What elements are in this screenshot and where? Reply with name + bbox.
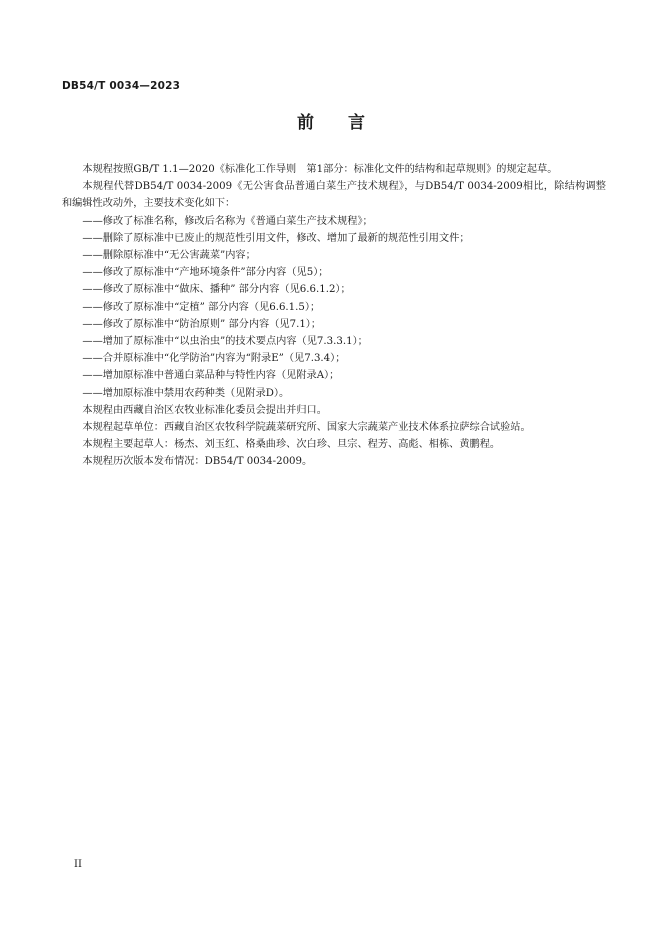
- change-item: ——删除了原标准中已废止的规范性引用文件，修改、增加了最新的规范性引用文件；: [82, 232, 470, 244]
- change-item: ——修改了原标准中“做床、播种” 部分内容（见6.6.1.2）；: [82, 284, 351, 296]
- change-item: ——合并原标准中“化学防治”内容为“附录E”（见7.3.4）；: [82, 353, 346, 365]
- section-title: 前 言: [297, 113, 365, 133]
- paragraph: 本规程主要起草人：杨杰、刘玉红、格桑曲珍、次白珍、旦宗、程芳、高彪、相栋、黄鹏程。: [82, 439, 501, 451]
- change-item: ——修改了原标准中“防治原则” 部分内容（见7.1）；: [82, 318, 322, 330]
- paragraph: 本规程按照GB/T 1.1—2020《标准化工作导则 第1部分：标准化文件的结构和起草规则》的规定起草。: [82, 164, 558, 175]
- change-item: ——删除原标准中“无公害蔬菜”内容；: [82, 250, 256, 262]
- foreword-body: [62, 161, 606, 471]
- change-item: ——增加原标准中禁用农药种类（见附录D）。: [82, 387, 290, 399]
- change-item: ——修改了标准名称，修改后名称为《普通白菜生产技术规程》；: [82, 215, 373, 227]
- paragraph: 本规程历次版本发布情况：DB54/T 0034-2009。: [82, 456, 313, 468]
- paragraph: 本规程代替DB54/T 0034-2009《无公害食品普通白菜生产技术规程》，与DB54/T 0034-2009相比，除结构调整和编辑性改动外，主要技术变化如下：: [62, 181, 606, 210]
- paragraph: 本规程由西藏自治区农牧业标准化委员会提出并归口。: [82, 404, 327, 416]
- paragraph: 本规程起草单位：西藏自治区农牧科学院蔬菜研究所、国家大宗蔬菜产业技术体系拉萨综合试验站。: [82, 422, 531, 434]
- change-item: ——增加原标准中普通白菜品种与特性内容（见附录A）；: [82, 370, 340, 382]
- document-code: DB54/T 0034—2023: [62, 80, 181, 92]
- change-item: ——修改了原标准中“定植” 部分内容（见6.6.1.5）；: [82, 301, 321, 313]
- page-number: II: [74, 859, 82, 870]
- change-item: ——修改了原标准中“产地环境条件”部分内容（见5）；: [82, 267, 329, 279]
- change-item: ——增加了原标准中“以虫治虫”的技术要点内容（见7.3.3.1）；: [82, 336, 368, 348]
